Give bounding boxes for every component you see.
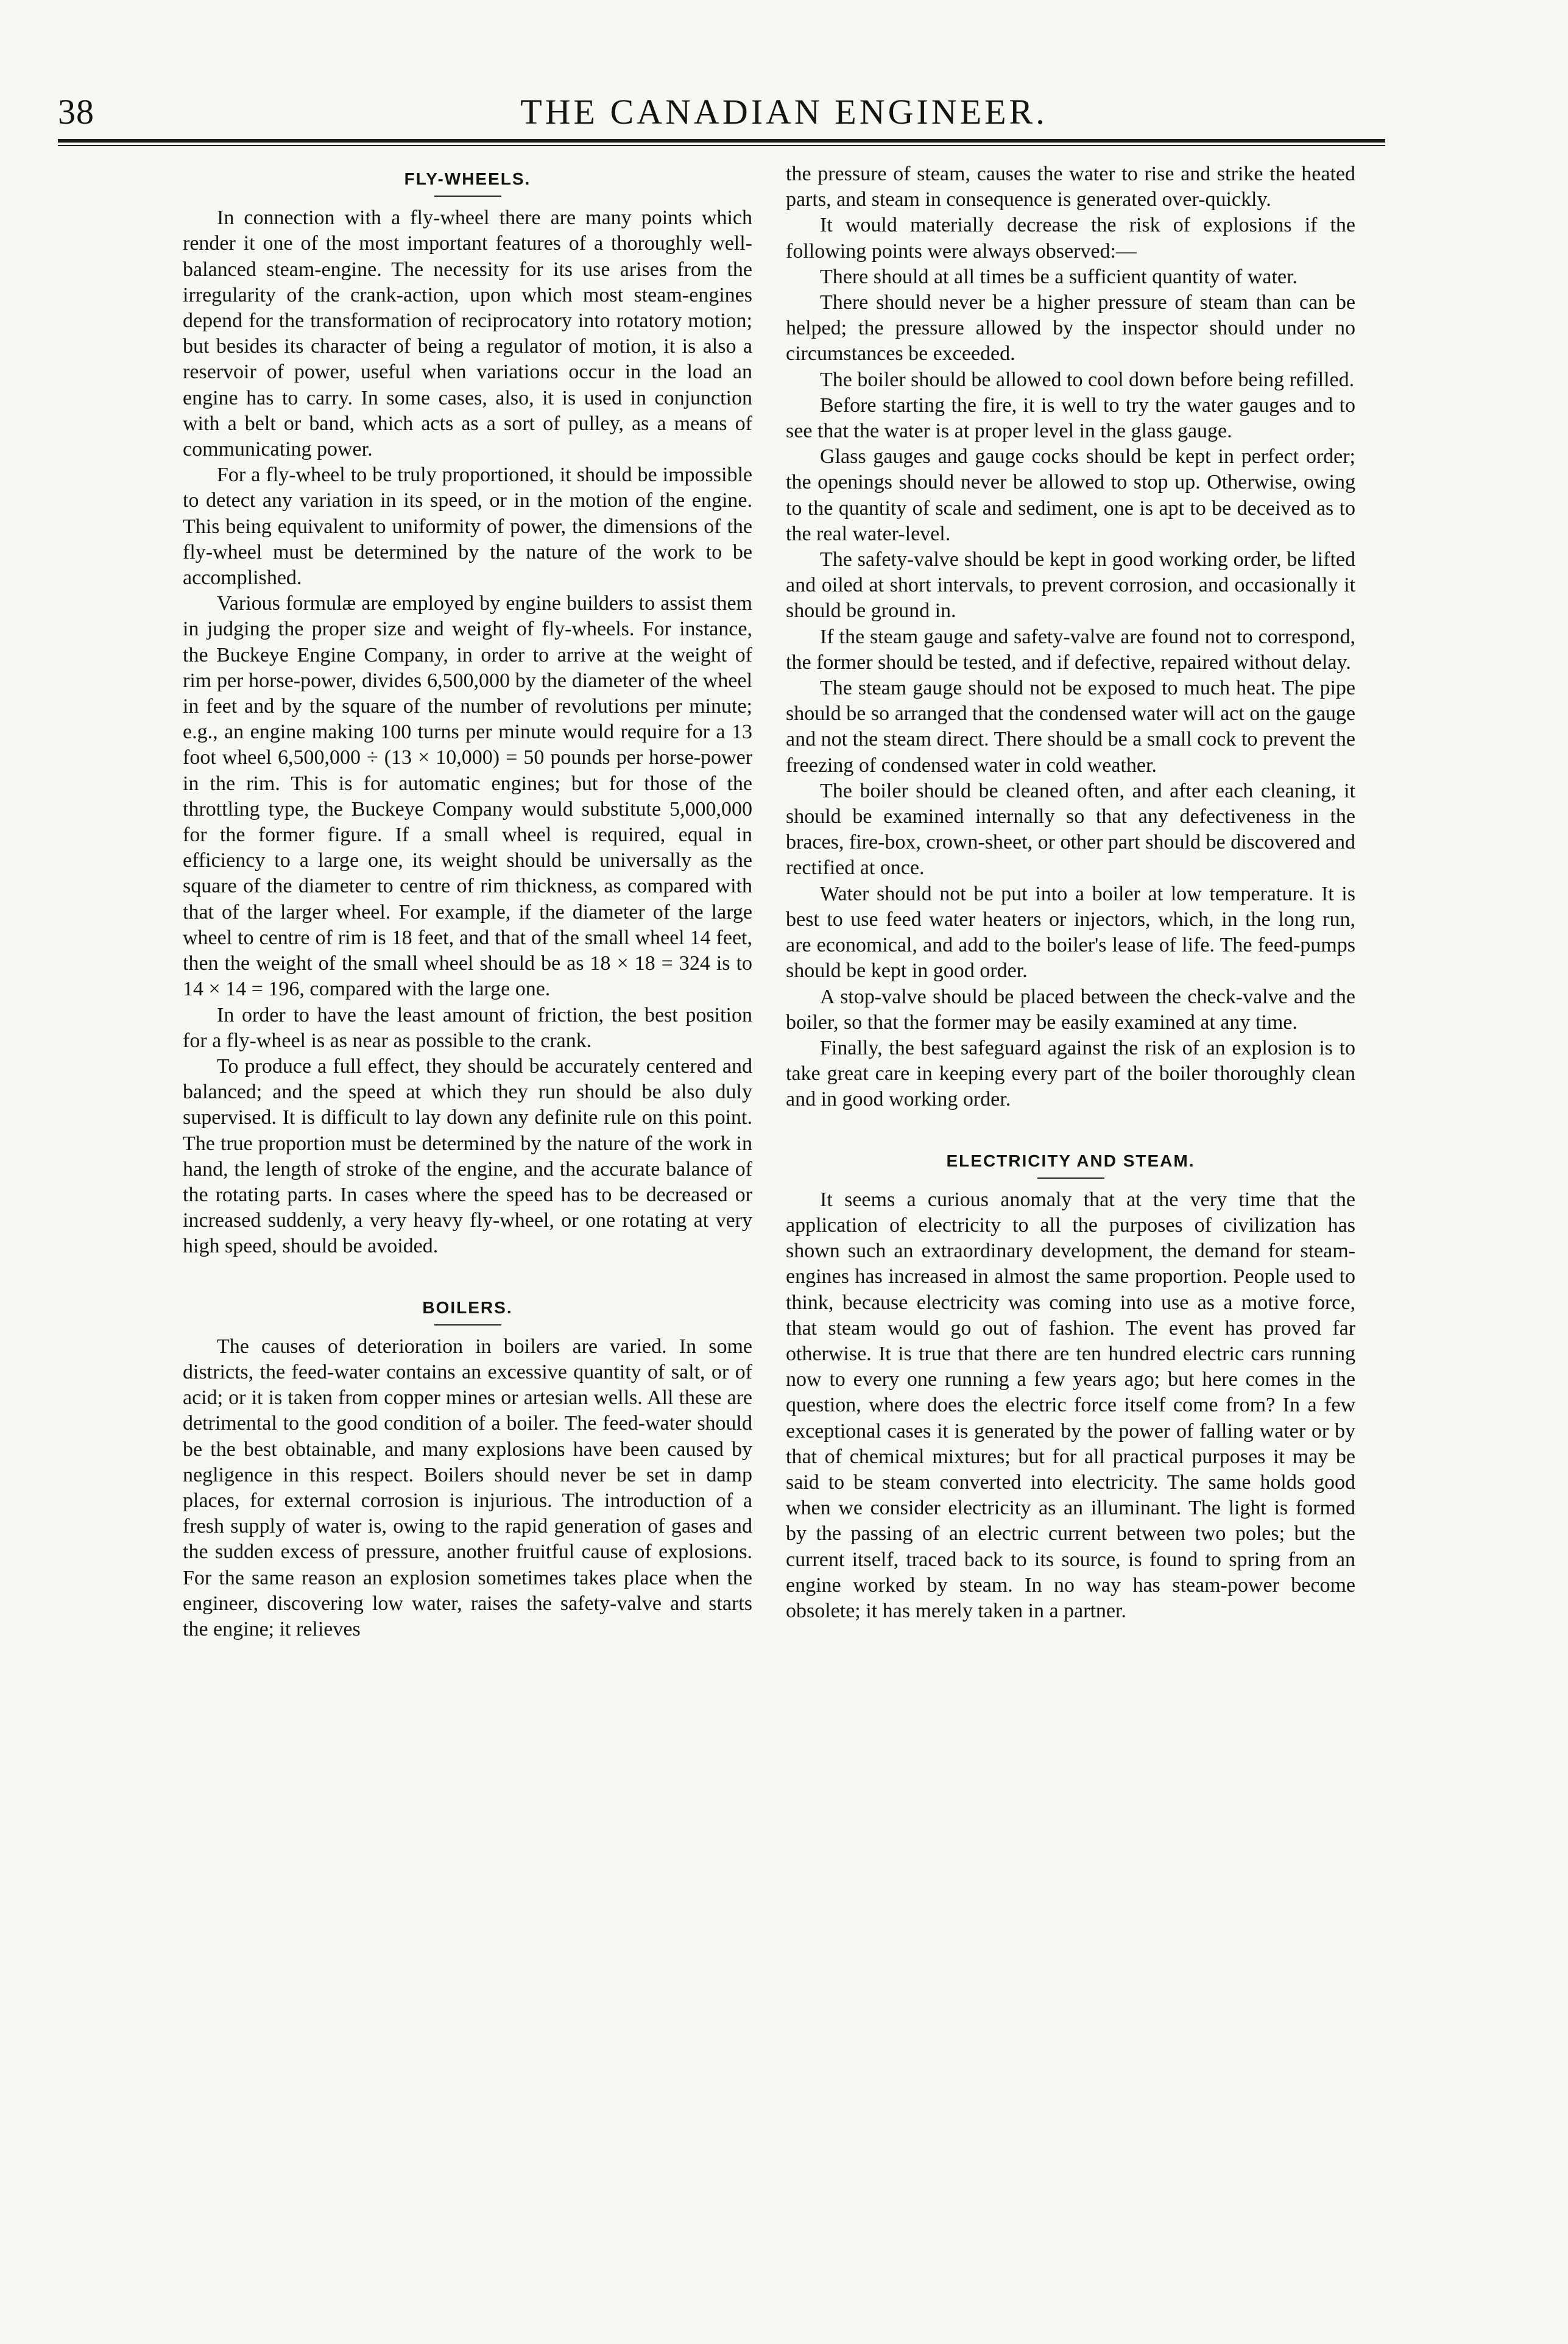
header-rule <box>58 139 1385 146</box>
article-paragraph: In order to have the least amount of friction, the best position for a fly-wheel is as near as possible to the crank. <box>183 1003 752 1052</box>
section-gap <box>183 1260 752 1287</box>
page-number: 38 <box>58 92 94 132</box>
boilers-heading: BOILERS. <box>422 1297 513 1317</box>
article-paragraph: The boiler should be cleaned often, and after each cleaning, it should be examined internally so that any defectiveness in the braces, fire-box, crown-sheet, or other part should be discovered and rectified at once. <box>786 779 1355 880</box>
heading-rule <box>1037 1177 1104 1179</box>
article-paragraph: Water should not be put into a boiler at low temperature. It is best to use feed water heaters or injectors, which, in the long run, are economical, and add to the boiler's lease of life. The feed-pumps should be kept in good order. <box>786 882 1355 983</box>
electricity-heading: ELECTRICITY AND STEAM. <box>946 1151 1195 1170</box>
flywheels-heading: FLY-WHEELS. <box>404 169 531 188</box>
heading-rule <box>434 196 501 197</box>
article-paragraph: There should never be a higher pressure of steam than can be helped; the pressure allowed by the inspector should under no circumstances be exceeded. <box>786 291 1355 365</box>
left-column <box>183 161 752 1642</box>
article-paragraph: A stop-valve should be placed between the check-valve and the boiler, so that the former may be easily examined at any time. <box>786 985 1355 1034</box>
article-paragraph: In connection with a fly-wheel there are many points which render it one of the most important features of a thoroughly well-balanced steam-engine. The necessity for its use arises from the irregularity of the crank-action, upon which most steam-engines depend for the transformation of reciprocatory into rotatory motion; but besides its character of being a regulator of motion, it is also a reservoir of power, useful when variations occur in the load an engine has to carry. In some cases, also, it is used in conjunction with a belt or band, which acts as a sort of pulley, as a means of communicating power. <box>183 207 752 461</box>
right-column <box>786 161 1355 1624</box>
article-paragraph: If the steam gauge and safety-valve are found not to correspond, the former should be tested, and if defective, repaired without delay. <box>786 625 1355 674</box>
article-paragraph: Finally, the best safeguard against the risk of an explosion is to take great care in keeping every part of the boiler thoroughly clean and in good working order. <box>786 1036 1355 1111</box>
running-head-title: THE CANADIAN ENGINEER. <box>520 92 1048 132</box>
article-paragraph: There should at all times be a sufficient quantity of water. <box>820 265 1298 288</box>
article-paragraph: It would materially decrease the risk of explosions if the following points were always observed:— <box>786 214 1355 263</box>
article-paragraph: For a fly-wheel to be truly proportioned, it should be impossible to detect any variation in its speed, or in the motion of the engine. This being equivalent to uniformity of power, the dimensions of the fly-wheel must be determined by the nature of the work to be accomplished. <box>183 464 752 590</box>
article-paragraph: Glass gauges and gauge cocks should be kept in perfect order; the openings should never be allowed to stop up. Otherwise, owing to the quantity of scale and sediment, one is apt to be deceived as to the real water-level. <box>786 445 1355 545</box>
article-paragraph: Before starting the fire, it is well to try the water gauges and to see that the water is at proper level in the glass gauge. <box>786 394 1355 443</box>
heading-rule <box>434 1324 501 1326</box>
article-paragraph: To produce a full effect, they should be accurately centered and balanced; and the speed at which they run should be also duly supervised. It is difficult to lay down any definite rule on this point. The true proportion must be determined by the nature of the work in hand, the length of stroke of the engine, and the accurate balance of the rotating parts. In cases where the speed has to be decreased or increased suddenly, a very heavy fly-wheel, or one rotating at very high speed, should be avoided. <box>183 1054 752 1258</box>
article-paragraph: Various formulæ are employed by engine builders to assist them in judging the proper size and weight of fly-wheels. For instance, the Buckeye Engine Company, in order to arrive at the weight of rim per horse-power, divides 6,500,000 by the diameter of the wheel in feet and by the square of the number of revolutions per minute; e.g., an engine making 100 turns per minute would require for a 13 foot wheel 6,500,000 ÷ (13 × 10,000) = 50 pounds per horse-power in the rim. This is for automatic engines; but for those of the throttling type, the Buckeye Company would substitute 5,000,000 for the former figure. If a small wheel is required, equal in efficiency to a large one, its weight should be universally as the square of the diameter to centre of rim thickness, as compared with that of the larger wheel. For example, if the diameter of the large wheel to centre of rim is 18 feet, and that of the small wheel 14 feet, then the weight of the small wheel should be as 18 × 18 = 324 is to 14 × 14 = 196, compared with the large one. <box>183 592 752 1001</box>
section-gap <box>786 1113 1355 1140</box>
article-paragraph: The safety-valve should be kept in good working order, be lifted and oiled at short intervals, to prevent corrosion, and occasionally it should be ground in. <box>786 548 1355 623</box>
article-paragraph: The boiler should be allowed to cool down before being refilled. <box>820 368 1355 391</box>
article-paragraph: The causes of deterioration in boilers are varied. In some districts, the feed-water contains an excessive quantity of salt, or of acid; or it is taken from copper mines or artesian wells. All these are detrimental to the good condition of a boiler. The feed-water should be the best obtainable, and many explosions have been caused by negligence in this respect. Boilers should never be set in damp places, for external corrosion is injurious. The introduction of a fresh supply of water is, owing to the rapid generation of gases and the sudden excess of pressure, another fruitful cause of explosions. For the same reason an explosion sometimes takes place when the engineer, discovering low water, raises the safety-valve and starts the engine; it relieves <box>183 1335 752 1640</box>
article-paragraph: The steam gauge should not be exposed to much heat. The pipe should be so arranged that the condensed water will act on the gauge and not the steam direct. There should be a small cock to prevent the freezing of condensed water in cold weather. <box>786 677 1355 777</box>
article-paragraph: It seems a curious anomaly that at the very time that the application of electricity to all the purposes of civilization has shown such an extraordinary development, the demand for steam-engines has increased in almost the same proportion. People used to think, because electricity was coming into use as a motive force, that steam would go out of fashion. The event has proved far otherwise. It is true that there are ten hundred electric cars running now to every one running a few years ago; but here comes in the question, where does the electric force itself come from? In a few exceptional cases it is generated by the power of falling water or by that of chemical mixtures; but for all practical purposes it may be said to be steam converted into electricity. The same holds good when we consider electricity as an illuminant. The light is formed by the passing of an electric current between two poles; but the current itself, traced back to its source, is found to spring from an engine worked by steam. In no way has steam-power become obsolete; it has merely taken in a partner. <box>786 1188 1355 1622</box>
continued-paragraph: the pressure of steam, causes the water to rise and strike the heated parts, and steam in consequence is generated over-quickly. <box>786 163 1355 211</box>
